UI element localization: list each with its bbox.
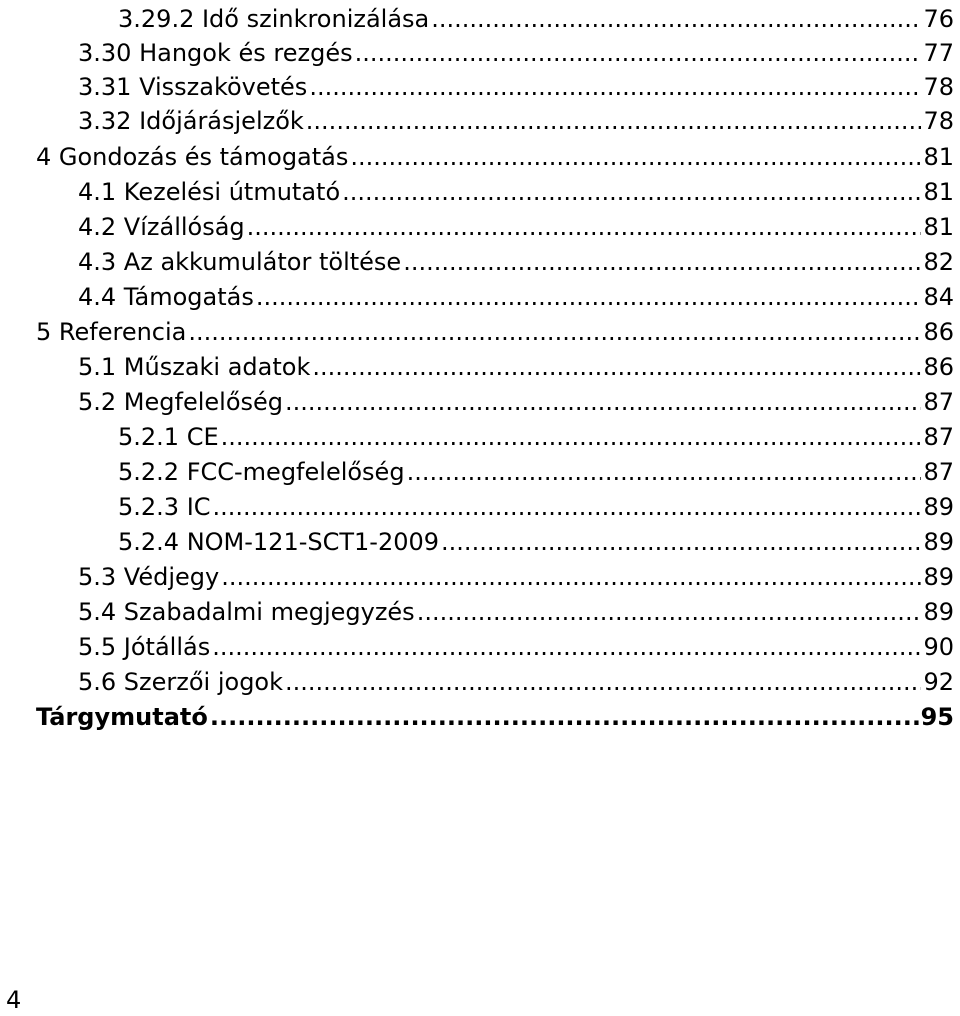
toc-entry-title: 5.2.2 FCC-megfelelőség [118,458,405,486]
toc-entry[interactable] [78,280,954,314]
toc-entry-page: 86 [923,318,954,346]
toc-entry-title: 5.2.1 CE [118,423,219,451]
toc-entry-page: 92 [923,668,954,696]
toc-entry-title: 4.2 Vízállóság [78,213,245,241]
toc-entry-page: 89 [923,598,954,626]
toc-leader-dots [212,630,921,664]
toc-entry-title: 5.6 Szerzői jogok [78,668,284,696]
toc-entry-title: 3.32 Időjárásjelzők [78,107,304,135]
toc-leader-dots [431,2,921,36]
toc-entry-title: Tárgymutató [36,703,208,731]
toc-leader-dots [285,665,921,699]
toc-entry[interactable] [118,455,954,489]
toc-entry-title: 5.5 Jótállás [78,633,211,661]
toc-entry[interactable] [78,665,954,699]
toc-leader-dots [256,280,922,314]
toc-leader-dots [441,525,921,559]
toc-leader-dots [247,210,922,244]
toc-entry-title: 4 Gondozás és támogatás [36,143,349,171]
toc-entry[interactable] [78,175,954,209]
toc-leader-dots [403,245,921,279]
toc-entry[interactable] [78,630,954,664]
toc-entry-page: 82 [923,248,954,276]
toc-entry[interactable] [36,315,954,349]
toc-leader-dots [210,700,919,734]
toc-entry-page: 76 [923,5,954,33]
toc-leader-dots [221,420,922,454]
toc-leader-dots [312,350,921,384]
toc-entry-title: 5.4 Szabadalmi megjegyzés [78,598,415,626]
toc-entry[interactable] [78,560,954,594]
toc-leader-dots [285,385,921,419]
toc-entry[interactable] [78,36,954,70]
toc-entry-title: 5.1 Műszaki adatok [78,353,311,381]
toc-leader-dots [213,490,922,524]
toc-entry-page: 89 [923,563,954,591]
toc-entry-page: 78 [923,73,954,101]
toc-leader-dots [342,175,921,209]
toc-entry-title: 5 Referencia [36,318,187,346]
toc-entry-title: 5.2 Megfelelőség [78,388,284,416]
toc-entry-page: 90 [923,633,954,661]
toc-leader-dots [417,595,922,629]
toc-entry-page: 81 [923,143,954,171]
toc-entry[interactable] [78,385,954,419]
toc-entry-page: 89 [923,493,954,521]
toc-entry-title: 5.2.3 IC [118,493,211,521]
toc-entry[interactable] [118,490,954,524]
toc-entry[interactable] [78,70,954,104]
toc-entry[interactable] [78,104,954,138]
toc-entry-index[interactable] [36,700,954,734]
toc-entry[interactable] [78,595,954,629]
toc-entry-title: 4.4 Támogatás [78,283,254,311]
toc-entry-page: 87 [923,388,954,416]
toc-entry[interactable] [118,2,954,36]
toc-entry-title: 5.3 Védjegy [78,563,220,591]
toc-entry-page: 87 [923,423,954,451]
toc-entry-title: 3.31 Visszakövetés [78,73,308,101]
toc-entry[interactable] [78,210,954,244]
toc-entry-page: 95 [920,703,954,731]
toc-leader-dots [306,104,922,138]
page-number: 4 [6,986,22,1014]
toc-entry-page: 89 [923,528,954,556]
toc-leader-dots [350,140,921,174]
toc-entry-page: 86 [923,353,954,381]
toc-leader-dots [188,315,921,349]
toc-entry[interactable] [118,420,954,454]
toc-entry-title: 5.2.4 NOM-121-SCT1-2009 [118,528,440,556]
toc-entry-title: 4.3 Az akkumulátor töltése [78,248,402,276]
toc-entry[interactable] [118,525,954,559]
toc-entry[interactable] [78,245,954,279]
toc-entry-title: 3.29.2 Idő szinkronizálása [118,5,430,33]
toc-entry-page: 87 [923,458,954,486]
toc-entry-page: 78 [923,107,954,135]
toc-leader-dots [309,70,921,104]
toc-entry-title: 3.30 Hangok és rezgés [78,39,353,67]
toc-entry-page: 81 [923,178,954,206]
toc-entry[interactable] [36,140,954,174]
toc-entry-page: 84 [923,283,954,311]
toc-leader-dots [407,455,922,489]
toc-entry-page: 81 [923,213,954,241]
toc-entry-page: 77 [923,39,954,67]
toc-entry-title: 4.1 Kezelési útmutató [78,178,341,206]
toc-entry[interactable] [78,350,954,384]
toc-leader-dots [355,36,922,70]
toc-leader-dots [221,560,921,594]
